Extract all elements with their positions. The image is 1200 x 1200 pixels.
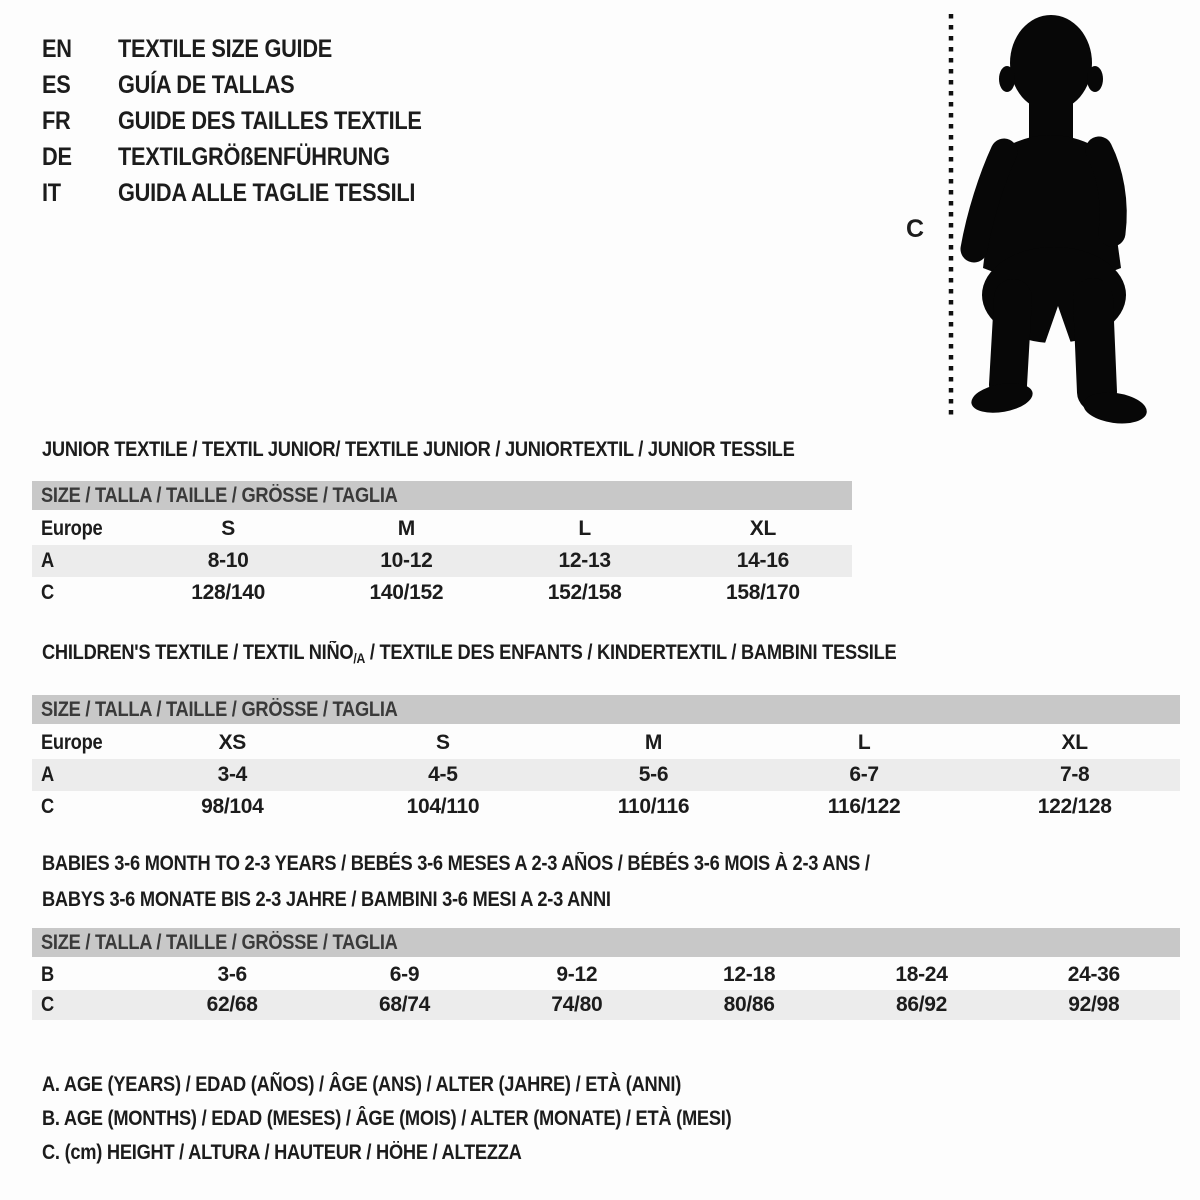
months-cell: 3-6 [217, 963, 247, 986]
row-label: C [41, 581, 54, 604]
size-table-header: SIZE / TALLA / TAILLE / GRÖSSE / TAGLIA [32, 695, 1180, 724]
months-cell: 6-9 [389, 963, 420, 986]
legend-note-a: A. AGE (YEARS) / EDAD (AÑOS) / ÂGE (ANS) / ALTER (JAHRE) / ETÀ (ANNI) [42, 1073, 682, 1096]
months-cell: 12-18 [723, 963, 776, 986]
section-babies-textile [32, 846, 1180, 1020]
size-cell: L [857, 731, 871, 754]
size-cell: XS [218, 731, 246, 754]
guide-title-fr: GUIDE DES TAILLES TEXTILE [118, 107, 422, 135]
section-childrens-textile [32, 641, 1180, 823]
table-row-europe [32, 513, 852, 545]
height-measure-label: C [906, 215, 925, 243]
language-code: FR [42, 107, 71, 135]
size-cell: S [221, 517, 235, 540]
toddler-silhouette-icon [900, 0, 1200, 430]
children-size-table [32, 695, 1180, 823]
row-label: A [41, 549, 54, 572]
row-label: B [41, 963, 54, 986]
guide-title-de: TEXTILGRÖßENFÜHRUNG [118, 143, 390, 171]
height-cell: 152/158 [547, 581, 622, 604]
section-title: JUNIOR TEXTILE / TEXTIL JUNIOR/ TEXTILE JUNIOR / JUNIORTEXTIL / JUNIOR TESSILE [42, 438, 795, 461]
height-cell: 92/98 [1068, 993, 1120, 1016]
age-cell: 5-6 [638, 763, 669, 786]
section-junior-textile [32, 438, 852, 609]
language-row [42, 175, 467, 211]
language-row [42, 139, 467, 175]
months-cell: 18-24 [895, 963, 948, 986]
language-code: EN [42, 35, 72, 63]
age-cell: 6-7 [849, 763, 879, 786]
size-cell: S [436, 731, 450, 754]
row-label: C [41, 993, 54, 1016]
language-title-block [42, 31, 467, 211]
table-row-age [32, 759, 1180, 791]
size-cell: M [397, 517, 415, 540]
size-cell: XL [749, 517, 776, 540]
size-table-header: SIZE / TALLA / TAILLE / GRÖSSE / TAGLIA [32, 481, 852, 510]
row-label: A [41, 763, 54, 786]
height-cell: 68/74 [378, 993, 431, 1016]
row-label: C [41, 795, 54, 818]
language-row [42, 31, 467, 67]
row-label: Europe [41, 517, 103, 540]
language-code: ES [42, 71, 71, 99]
size-table-header: SIZE / TALLA / TAILLE / GRÖSSE / TAGLIA [32, 928, 1180, 957]
legend-note-c: C. (cm) HEIGHT / ALTURA / HAUTEUR / HÖHE / ALTEZZA [42, 1141, 522, 1164]
junior-size-table [32, 481, 852, 609]
height-cell: 74/80 [551, 993, 603, 1016]
size-figure [900, 0, 1200, 430]
age-cell: 8-10 [207, 549, 249, 572]
guide-title-es: GUÍA DE TALLAS [118, 71, 295, 99]
language-row [42, 67, 467, 103]
babies-size-table [32, 928, 1180, 1020]
table-row-months [32, 960, 1180, 990]
months-cell: 24-36 [1067, 963, 1120, 986]
table-row-europe [32, 727, 1180, 759]
legend-notes [42, 1068, 834, 1170]
section-title: BABIES 3-6 MONTH TO 2-3 YEARS / BEBÉS 3-6 MESES A 2-3 AÑOS / BÉBÉS 3-6 MOIS À 2-3 ANS / BABYS 3-6 MONATE BIS 2-3 JAHRE / BAMBINI 3-6 MESI A 2-3 ANNI [42, 852, 870, 911]
row-label: Europe [41, 731, 103, 754]
size-cell: M [644, 731, 663, 754]
height-cell: 104/110 [406, 795, 480, 818]
age-cell: 3-4 [217, 763, 248, 786]
toddler-silhouette [969, 15, 1149, 427]
height-cell: 122/128 [1037, 795, 1112, 818]
table-row-age [32, 545, 852, 577]
section-title: CHILDREN'S TEXTILE / TEXTIL $NIÑO_{/A}$ / TEXTILE DES ENFANTS / KINDERTEXTIL / BAMBINI TESSILE [42, 641, 897, 666]
age-cell: 10-12 [380, 549, 433, 572]
height-cell: 128/140 [191, 581, 266, 604]
language-code: IT [42, 179, 61, 207]
age-cell: 4-5 [428, 763, 458, 786]
height-cell: 80/86 [723, 993, 775, 1016]
size-cell: L [578, 517, 591, 540]
months-cell: 9-12 [556, 963, 598, 986]
nino-a-subscript: /A [353, 650, 366, 666]
age-cell: 7-8 [1059, 763, 1090, 786]
height-cell: 86/92 [895, 993, 947, 1016]
language-row [42, 103, 467, 139]
guide-title-en: TEXTILE SIZE GUIDE [118, 35, 333, 63]
height-cell: 140/152 [369, 581, 444, 604]
height-cell: 62/68 [206, 993, 258, 1016]
height-cell: 98/104 [201, 795, 264, 818]
height-cell: 158/170 [725, 581, 800, 604]
table-row-height [32, 990, 1180, 1020]
age-cell: 14-16 [736, 549, 789, 572]
size-cell: XL [1061, 731, 1088, 754]
age-cell: 12-13 [558, 549, 611, 572]
table-row-height [32, 791, 1180, 823]
height-cell: 116/122 [827, 795, 901, 818]
table-row-height [32, 577, 852, 609]
language-code: DE [42, 143, 72, 171]
guide-title-it: GUIDA ALLE TAGLIE TESSILI [118, 179, 416, 207]
legend-note-b: B. AGE (MONTHS) / EDAD (MESES) / ÂGE (MOIS) / ALTER (MONATE) / ETÀ (MESI) [42, 1107, 732, 1130]
height-cell: 110/116 [617, 795, 690, 818]
